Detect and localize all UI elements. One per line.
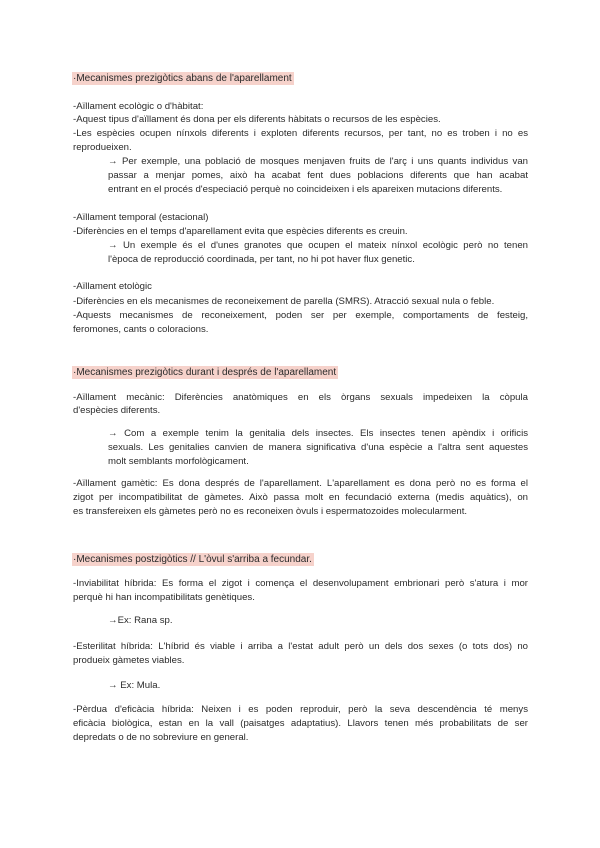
- example-line: entrant en el procés d'especiació perquè no coincideixen i els apareixen mutacions diferents.: [108, 184, 503, 195]
- text-line: -Diferències en el temps d'aparellament evita que espècies diferents es creuin.: [73, 226, 408, 237]
- text-line: -Aïllament mecànic: Diferències anatòmiques en els òrgans sexuals impedeixen la còpula: [73, 392, 528, 403]
- example-line: →Ex: Rana sp.: [108, 615, 173, 626]
- text-line: -Les espècies ocupen nínxols diferents i exploten diferents recursos, per tant, no es troben i no es: [73, 128, 528, 139]
- section-heading-prezygotic-during: ·Mecanismes prezigòtics durant i després de l'aparellament: [73, 367, 337, 378]
- example-line: → Un exemple és el d'unes granotes que ocupen el mateix nínxol ecològic però no tenen: [108, 240, 528, 251]
- text-line: -Aïllament temporal (estacional): [73, 212, 209, 223]
- example-line: → Ex: Mula.: [108, 680, 161, 691]
- text-line: perquè hi han incompatibilitats genètiques.: [73, 592, 255, 603]
- text-line: -Aquests mecanismes de reconeixement, poden ser per exemple, comportaments de festeig,: [73, 310, 528, 321]
- example-line: passar a menjar pomes, això ha acabat fent dues poblacions diferents que han acabat: [108, 170, 528, 181]
- text-line: -Aïllament etològic: [73, 281, 152, 292]
- section-heading-prezygotic-before: ·Mecanismes prezigòtics abans de l'aparellament: [73, 73, 292, 84]
- text-line: -Pèrdua d'eficàcia híbrida: Neixen i es poden reproduir, però la seva descendència té menys: [73, 704, 528, 715]
- example-line: → Per exemple, una població de mosques menjaven fruits de l'arç i uns quants individus van: [108, 156, 528, 167]
- example-line: l'època de reproducció coordinada, per tant, no hi pot haver flux genetic.: [108, 254, 415, 265]
- example-line: molt semblants morfològicament.: [108, 456, 249, 467]
- text-line: -Aïllament gamètic: Es dona després de l'aparellament. L'aparellament es dona però no es forma el: [73, 478, 528, 489]
- text-line: produeix gàmetes viables.: [73, 655, 185, 666]
- example-line: sexuals. Les genitalies canvien de manera significativa d'una espècie a l'altra sent aquestes: [108, 442, 528, 453]
- text-line: -Diferències en els mecanismes de reconeixement de parella (SMRS). Atracció sexual nula o feble.: [73, 296, 495, 307]
- text-line: depredats o de no sobreviure en general.: [73, 732, 249, 743]
- text-line: -Aïllament ecològic o d'hàbitat:: [73, 101, 204, 112]
- example-line: → Com a exemple tenim la genitalia dels insectes. Els insectes tenen apèndix i orificis: [108, 428, 528, 439]
- section-heading-postzygotic: ·Mecanismes postzigòtics // L'òvul s'arriba a fecundar.: [73, 554, 312, 565]
- text-line: -Esterilitat híbrida: L'híbrid és viable i arriba a l'estat adult però un dels dos sexes (o tots dos) no: [73, 641, 528, 652]
- text-line: -Inviabilitat híbrida: Es forma el zigot i comença el desenvolupament embrionari però s'atura i mor: [73, 578, 528, 589]
- text-line: -Aquest tipus d'aïllament és dona per els diferents hàbitats o recursos de les espècies.: [73, 114, 441, 125]
- text-line: reprodueixen.: [73, 142, 132, 153]
- text-line: eficàcia biològica, estan en la vall (paisatges adaptatius). Llavors tenen més probabilitats de ser: [73, 718, 528, 729]
- text-line: feromones, cants o coloracions.: [73, 324, 209, 335]
- text-line: es transfereixen els gàmetes però no es reconeixen òvuls i espermatozoides molecularment.: [73, 506, 468, 517]
- text-line: d'espècies diferents.: [73, 405, 161, 416]
- text-line: zigot per incompatibilitat de gàmetes. Això passa molt en fecundació externa (medis aquàtics), on: [73, 492, 528, 503]
